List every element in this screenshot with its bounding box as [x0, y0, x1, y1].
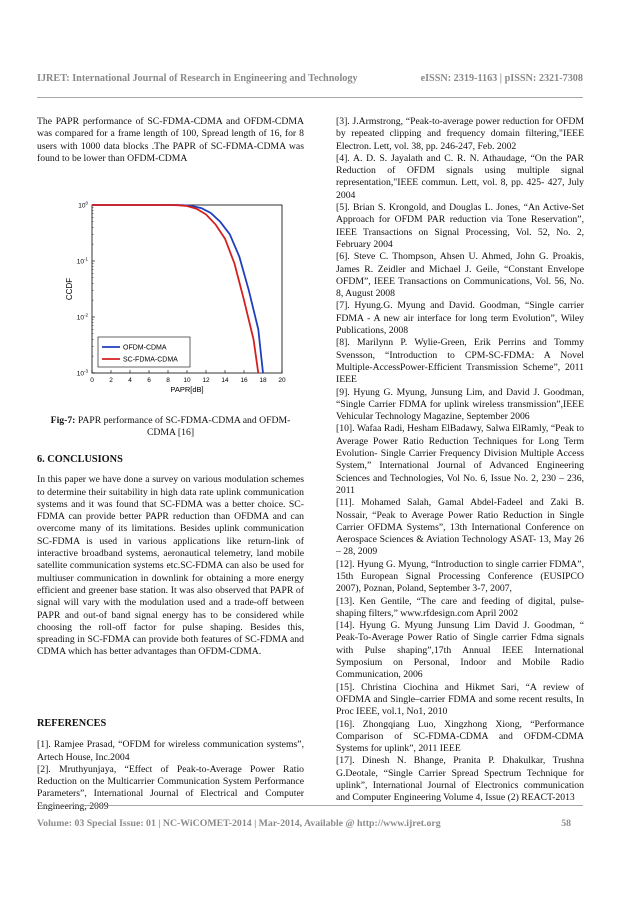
y-axis-label: CCDF [65, 277, 74, 301]
reference-item: [9]. Hyung G. Myung, Junsung Lim, and David J. Goodman, “Single Carrier FDMA for uplink wireless transmission”,IEEE Vehicular Technology Magazine, September 2006 [336, 386, 584, 423]
reference-item: [10]. Wafaa Radi, Hesham ElBadawy, Salwa ElRamly, “Peak to Average Power Ratio Reduction Techniques for Long Term Evolution- Single Carrier Frequency Division Multiple Access System,” International Journal of Advanced Engineering Sciences and Technologies, Vol No. 6, Issue No. 2, 230 – 236, 2011 [336, 423, 584, 496]
x-tick-label: 0 [90, 377, 94, 384]
reference-item: [7]. Hyung.G. Myung and David. Goodman, “Single carrier FDMA - A new air interface for long term Evolution”, Wiley Publications, 2008 [336, 300, 584, 337]
conclusions-text: In this paper we have done a survey on various modulation schemes to determine their suitability in high data rate uplink communication systems and it was found that SC-FDMA was a better choice. SC-FDMA can provide better PAPR reduction than OFDMA and can overcome many of its limitations. Besides uplink communication SC-FDMA is used in various applications like return-link of interactive broadband systems, aeronautical telemetry, land mobile satellite communication systems etc.SC-FDMA can also be used for multiuser communication in downlink for obtaining a more energy efficient and greener base station. It was also observed that PAPR of signal will vary with the modulation used and a trade-off between PAPR and out-of band signal energy has to be considered while choosing the roll-off factor for pulse shaping. Besides this, spreading in SC-FDMA can provide both features of SC-FDMA and CDMA which has better advantages than OFDM-CDMA. [37, 474, 304, 658]
footer-volume: Volume: 03 Special Issue: 01 | NC-WiCOMET-2014 | Mar-2014, Available @ http://www.ijret.org [37, 818, 441, 829]
reference-item: [4]. A. D. S. Jayalath and C. R. N. Athaudage, “On the PAR Reduction of OFDM signals using multiple signal representation,"IEEE commun. Lett, vol. 8, pp. 425- 427, July 2004 [336, 152, 584, 201]
page-number: 58 [561, 818, 571, 829]
y-tick-label: $10^{-3}$ [76, 368, 88, 378]
x-tick-label: 10 [183, 377, 191, 384]
y-tick-label: $10^{-1}$ [76, 256, 88, 266]
caption-label: Fig-7: [50, 415, 76, 426]
reference-item: [5]. Brian S. Krongold, and Douglas L. Jones, “An Active-Set Approach for OFDM PAR reduction via Tone Reservation”, IEEE Transactions on Signal Processing, Vol. 52, No. 2, February 2004 [336, 202, 584, 250]
references-left [37, 718, 304, 813]
x-tick-label: 18 [259, 377, 267, 384]
reference-item: [12]. Hyung G. Myung, “Introduction to single carrier FDMA”, 15th European Signal Processing Conference (EUSIPCO 2007), Poznan, Poland, September 3-7, 2007, [336, 558, 584, 595]
reference-item: [13]. Ken Gentile, “The care and feeding of digital, pulse-shaping filters,” www.rfdesign.com April 2002 [336, 595, 584, 619]
x-tick-label: 16 [240, 377, 248, 384]
x-axis-label: PAPR[dB] [170, 385, 204, 394]
ccdf-chart [60, 195, 310, 405]
page-footer [37, 818, 583, 829]
conclusions-heading: 6. CONCLUSIONS [37, 454, 123, 465]
header-rule [37, 97, 583, 98]
reference-item: [15]. Christina Ciochina and Hikmet Sari, “A review of OFDMA and Single–carrier FDMA and some recent results, In Proc IEEE, vol.1, No1, 2010 [336, 681, 584, 718]
reference-item: [6]. Steve C. Thompson, Ahsen U. Ahmed, John G. Proakis, James R. Zeidler and Michael J. Geile, “Constant Envelope OFDM”, IEEE Transactions on Communications, Vol. 56, No. 8, August 2008 [336, 251, 584, 300]
reference-item: [16]. Zhongqiang Luo, Xingzhong Xiong, “Performance Comparison of SC-FDMA-CDMA and OFDM-CDMA Systems for uplink”, 2011 IEEE [336, 718, 584, 755]
footer-rule [37, 805, 583, 806]
reference-item: [3]. J.Armstrong, “Peak-to-average power reduction for OFDM by repeated clipping and frequency domain filtering,"IEEE Electron. Lett, vol. 38, pp. 246-247, Feb. 2002 [336, 116, 584, 152]
x-tick-label: 20 [278, 377, 286, 384]
x-tick-label: 6 [147, 377, 151, 384]
x-tick-label: 8 [166, 377, 170, 384]
intro-paragraph [37, 116, 304, 165]
reference-item: [14]. Hyung G. Myung Junsung Lim David J. Goodman, “ Peak-To-Average Power Ratio of Single carrier Fdma signals with Pulse shaping”,17th Annual IEEE International Symposium on Personal, Indoor and Mobile Radio Communication, 2006 [336, 620, 584, 681]
x-tick-label: 14 [221, 377, 229, 384]
reference-item: [8]. Marilynn P. Wylie-Green, Erik Perrins and Tommy Svensson, “Introduction to CPM-SC-FDMA: A Novel Multiple-AccessPower-Efficient Transmission Scheme”, 2011 IEEE [336, 337, 584, 386]
legend-label: OFDM-CDMA [123, 344, 167, 352]
caption-text: PAPR performance of SC-FDMA-CDMA and OFDM-CDMA [16] [77, 415, 291, 439]
issn-info: eISSN: 2319-1163 | pISSN: 2321-7308 [420, 73, 583, 84]
x-tick-label: 2 [109, 377, 113, 384]
reference-item: [1]. Ramjee Prasad, “OFDM for wireless communication systems”, Artech House, Inc.2004 [37, 739, 304, 763]
references-right [336, 116, 584, 805]
y-tick-label: $10^0$ [78, 200, 88, 210]
legend-label: SC-FDMA-CDMA [123, 356, 178, 364]
journal-title: IJRET: International Journal of Research in Engineering and Technology [37, 73, 358, 84]
figure-caption [37, 415, 304, 440]
intro-text: The PAPR performance of SC-FDMA-CDMA and OFDM-CDMA was compared for a frame length of 100, Spread length of 16, for 8 users with 1000 data blocks .The PAPR of SC-FDMA-CDMA was found to be lower than OFDM-CDMA [37, 116, 304, 164]
conclusions-section [37, 454, 304, 659]
reference-item: [11]. Mohamed Salah, Gamal Abdel-Fadeel and Zaki B. Nossair, “Peak to Average Power Ratio Reduction in Single Carrier OFDMA Systems”, 13th International Conference on Aerospace Sciences & Aviation Technology ASAT- 13, May 26 – 28, 2009 [336, 497, 584, 558]
reference-item: [17]. Dinesh N. Bhange, Pranita P. Dhakulkar, Trushna G.Deotale, “Single Carrier Spread Spectrum Technique for uplink”, International Journal of Electronics communication and Computer Engineering Volume 4, Issue (2) REACT-2013 [336, 755, 584, 804]
y-tick-label: $10^{-2}$ [76, 312, 88, 322]
x-tick-label: 4 [128, 377, 132, 384]
reference-item: [2]. Mruthyunjaya, “Effect of Peak-to-Average Power Ratio Reduction on the Multicarrier Communication System Performance Parameters”, International Journal of Electrical and Computer Engineering, 2009 [37, 763, 304, 812]
references-heading: REFERENCES [37, 718, 107, 729]
x-tick-label: 12 [202, 377, 210, 384]
